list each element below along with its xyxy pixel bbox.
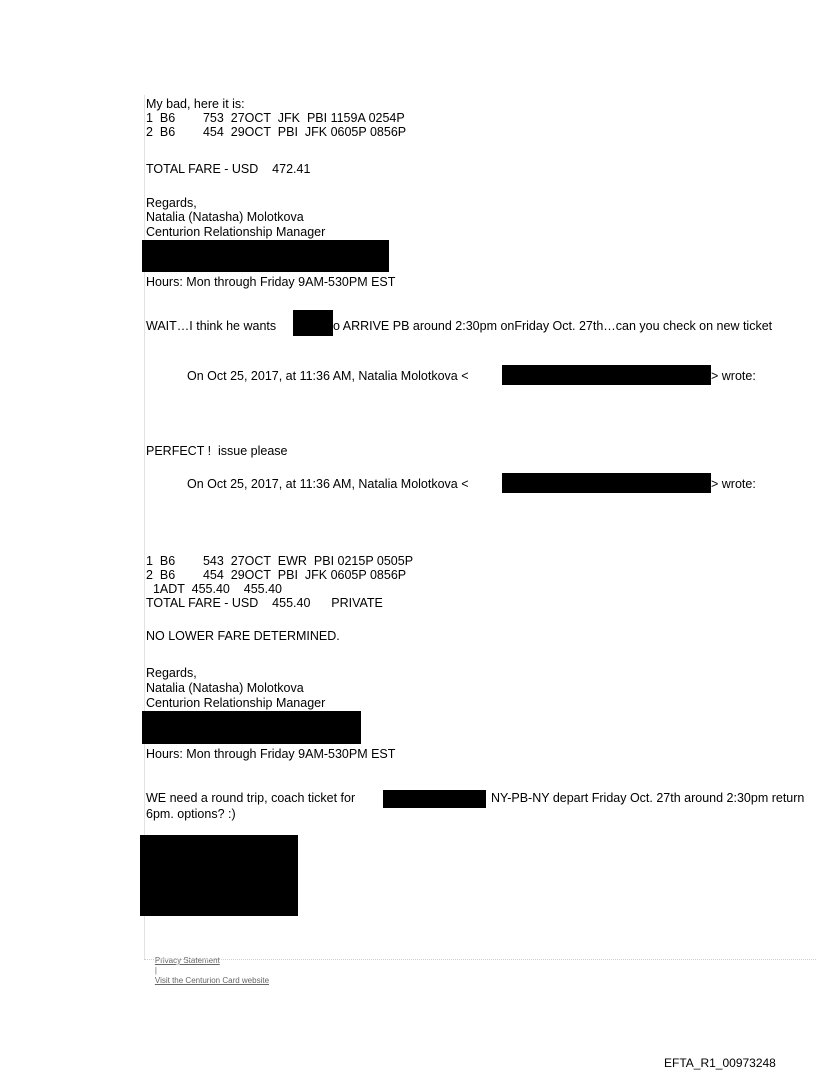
quote-header: On Oct 25, 2017, at 11:36 AM, Natalia Molotkova <: [187, 369, 469, 383]
sender-title: Centurion Relationship Manager: [146, 225, 326, 239]
centurion-website-link[interactable]: Visit the Centurion Card website: [154, 976, 270, 985]
office-hours: Hours: Mon through Friday 9AM-530PM EST: [146, 747, 396, 761]
request-message-end: NY-PB-NY depart Friday Oct. 27th around 2:30pm return: [491, 791, 805, 805]
reply-intro: My bad, here it is:: [146, 97, 245, 111]
redaction-box: [502, 365, 711, 385]
office-hours: Hours: Mon through Friday 9AM-530PM EST: [146, 275, 396, 289]
privacy-statement-link[interactable]: Privacy Statement: [154, 956, 220, 965]
footer-separator: |: [154, 966, 157, 975]
footer-rule: [144, 959, 816, 960]
quote-header-end: > wrote:: [711, 369, 756, 383]
quote-header: On Oct 25, 2017, at 11:36 AM, Natalia Molotkova <: [187, 477, 469, 491]
itinerary-line: 1 B6 753 27OCT JFK PBI 1159A 0254P: [146, 111, 405, 125]
wait-message-start: WAIT…I think he wants: [146, 319, 277, 333]
total-fare: TOTAL FARE - USD 455.40 PRIVATE: [146, 596, 383, 610]
redaction-box: [293, 310, 333, 336]
itinerary-line: 2 B6 454 29OCT PBI JFK 0605P 0856P: [146, 125, 407, 139]
quote-rule: [144, 95, 145, 959]
fare-detail-line: 1ADT 455.40 455.40: [146, 582, 282, 596]
itinerary-line: 2 B6 454 29OCT PBI JFK 0605P 0856P: [146, 568, 407, 582]
perfect-message: PERFECT ! issue please: [146, 444, 288, 458]
regards: Regards,: [146, 666, 197, 680]
request-message-start: WE need a round trip, coach ticket for: [146, 791, 356, 805]
wait-message-end: o ARRIVE PB around 2:30pm onFriday Oct. 27th…can you check on new ticket: [333, 319, 773, 333]
no-lower-fare: NO LOWER FARE DETERMINED.: [146, 629, 340, 643]
quote-header-end: > wrote:: [711, 477, 756, 491]
sender-name: Natalia (Natasha) Molotkova: [146, 681, 304, 695]
sender-title: Centurion Relationship Manager: [146, 696, 326, 710]
footer-links: [146, 946, 269, 996]
total-fare: TOTAL FARE - USD 472.41: [146, 162, 311, 176]
sender-name: Natalia (Natasha) Molotkova: [146, 210, 304, 224]
regards: Regards,: [146, 196, 197, 210]
itinerary-line: 1 B6 543 27OCT EWR PBI 0215P 0505P: [146, 554, 414, 568]
request-message-line2: 6pm. options? :): [146, 807, 236, 821]
redaction-box: [502, 473, 711, 493]
redaction-box: [142, 711, 361, 744]
redaction-box: [383, 790, 486, 808]
redaction-box: [142, 240, 389, 272]
bates-number: EFTA_R1_00973248: [664, 1056, 776, 1070]
redaction-box: [140, 835, 298, 916]
